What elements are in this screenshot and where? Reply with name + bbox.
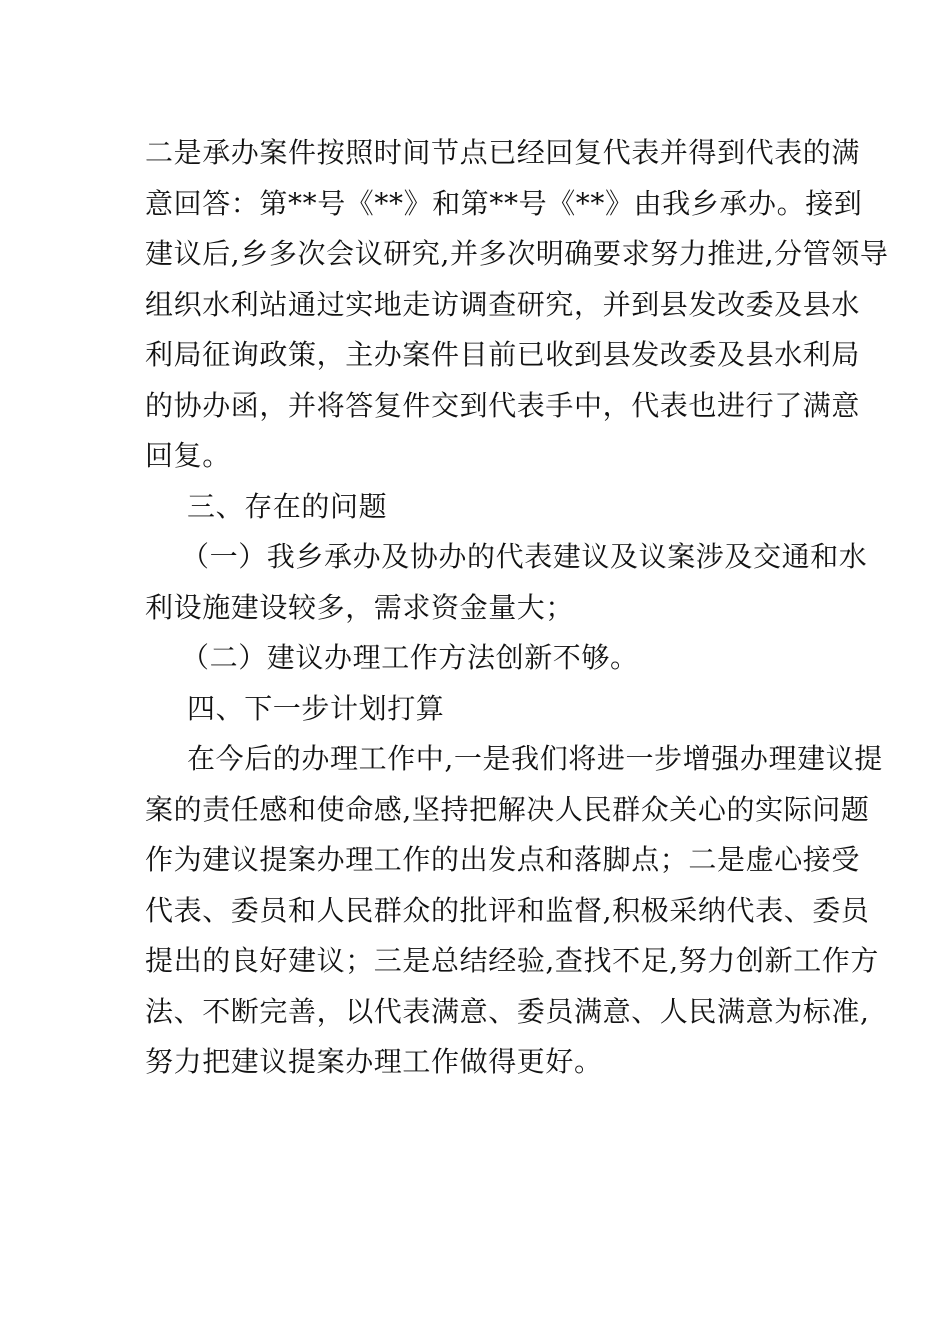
text-line: 作为建议提案办理工作的出发点和落脚点；二是虚心接受 bbox=[145, 843, 861, 876]
document-body bbox=[145, 128, 889, 1088]
section-heading-next-steps bbox=[145, 684, 807, 735]
paragraph-case-reply bbox=[145, 128, 889, 482]
text-line: 组织水利站通过实地走访调查研究，并到县发改委及县水 bbox=[145, 287, 861, 321]
text-line: 案的责任感和使命感,坚持把解决人民群众关心的实际问题 bbox=[145, 792, 870, 826]
text-line: 提出的良好建议；三是总结经验,查找不足,努力创新工作方 bbox=[145, 944, 880, 977]
paragraph-next-plan bbox=[145, 734, 883, 1088]
text-line: 努力把建议提案办理工作做得更好。 bbox=[145, 1045, 603, 1078]
text-line: 二是承办案件按照时间节点已经回复代表并得到代表的满 bbox=[145, 136, 861, 169]
text-line: 法、不断完善，以代表满意、委员满意、人民满意为标准, bbox=[145, 994, 870, 1028]
text-line: 利局征询政策，主办案件目前已收到县发改委及县水利局 bbox=[145, 338, 861, 371]
text-line: 回复。 bbox=[145, 439, 231, 472]
paragraph-problem-one bbox=[145, 532, 868, 633]
text-line: 在今后的办理工作中,一是我们将进一步增强办理建议提 bbox=[187, 742, 883, 775]
text-line: 三、存在的问题 bbox=[187, 489, 388, 523]
text-line: 的协办函，并将答复件交到代表手中，代表也进行了满意 bbox=[145, 388, 861, 422]
text-line: 建议后,乡多次会议研究,并多次明确要求努力推进,分管领导 bbox=[145, 237, 889, 270]
section-heading-problems bbox=[145, 482, 807, 533]
text-line: （一）我乡承办及协办的代表建议及议案涉及交通和水 bbox=[181, 540, 868, 573]
paragraph-problem-two bbox=[145, 633, 807, 684]
text-line: 意回答：第**号《**》和第**号《**》由我乡承办。接到 bbox=[145, 186, 863, 220]
text-line: （二）建议办理工作方法创新不够。 bbox=[181, 641, 639, 674]
text-line: 代表、委员和人民群众的批评和监督,积极采纳代表、委员 bbox=[145, 893, 870, 927]
text-line: 四、下一步计划打算 bbox=[187, 691, 445, 725]
text-line: 利设施建设较多，需求资金量大； bbox=[145, 590, 575, 624]
